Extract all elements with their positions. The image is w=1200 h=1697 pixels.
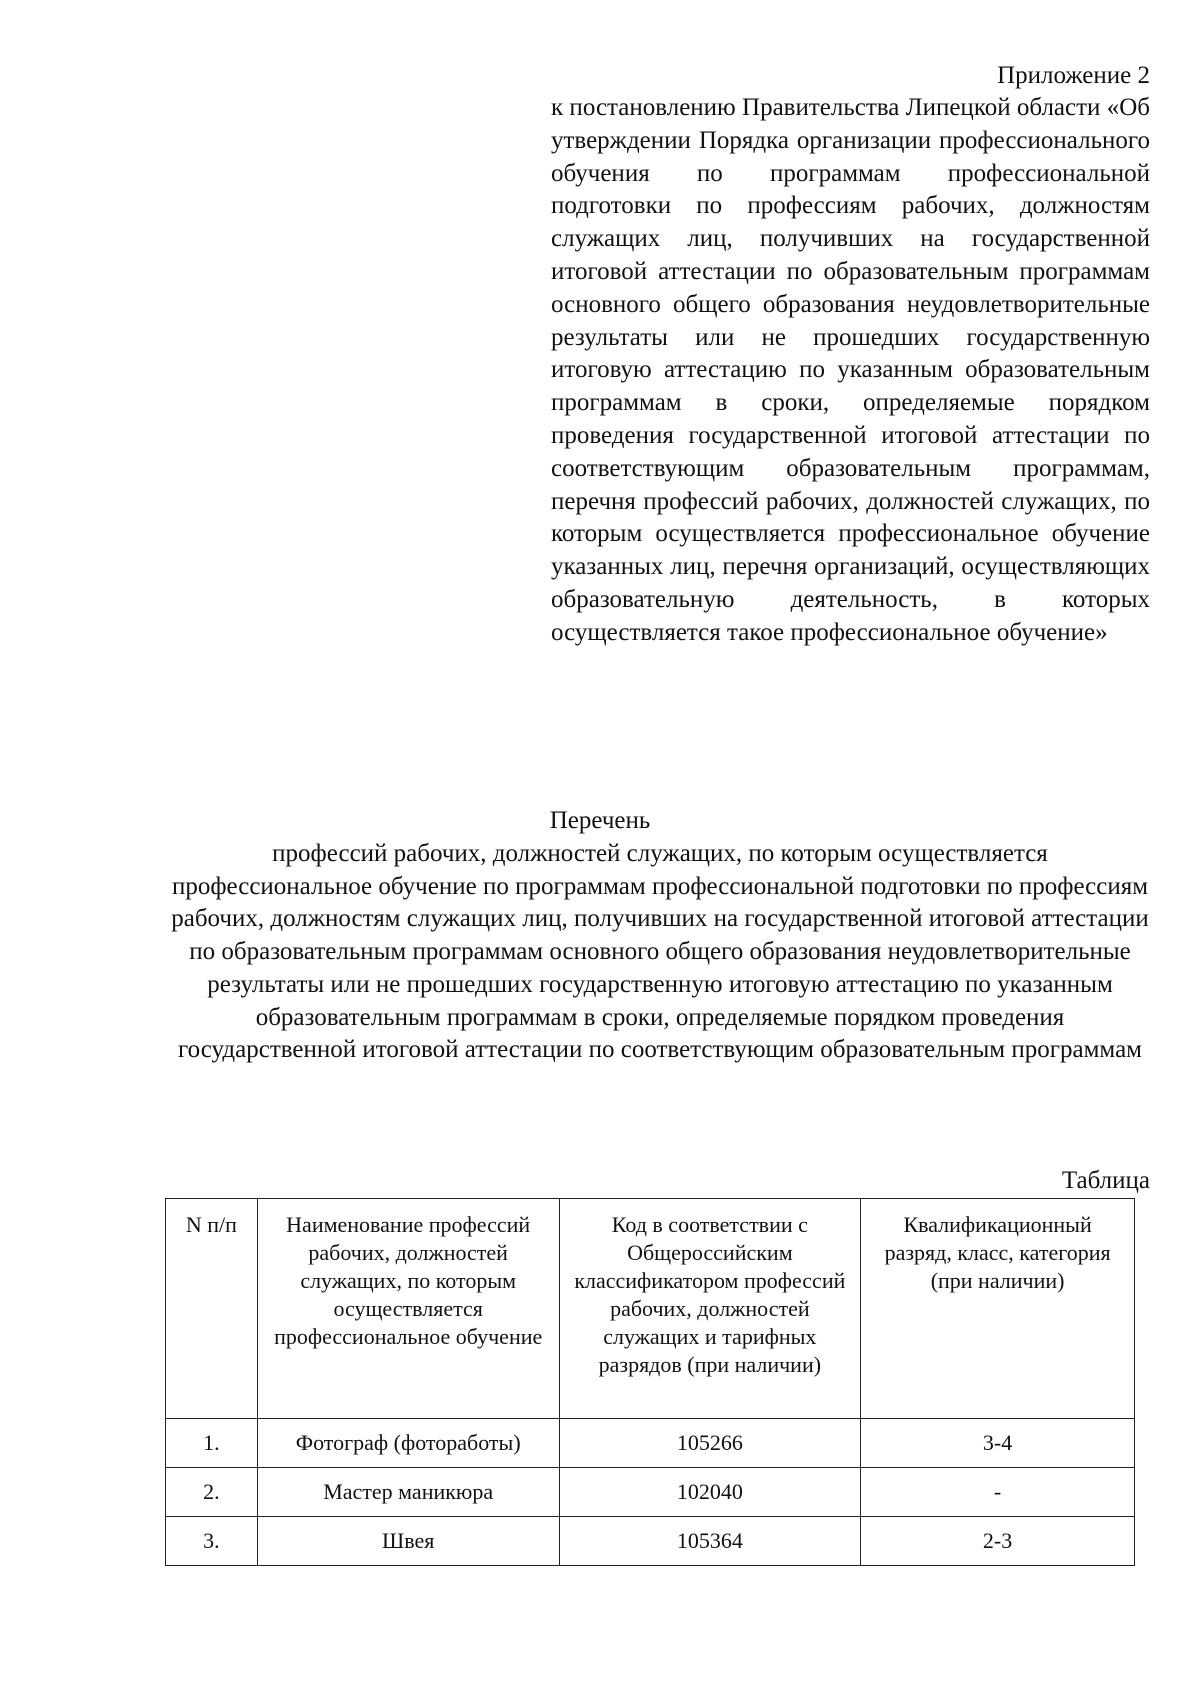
professions-table <box>165 1198 1135 1566</box>
row-number: 2. <box>166 1468 258 1517</box>
header-profession-name: Наименование профессий рабочих, должностей служащих, по которым осуществляется профессиональное обучение <box>257 1199 559 1419</box>
row-profession-name: Швея <box>257 1517 559 1566</box>
appendix-reference-text: к постановлению Правительства Липецкой области «Об утверждении Порядка организации профессионального обучения по программам профессиональной подготовки по профессиям рабочих, должностям служащих лиц, получивших на государственной итоговой аттестации по образовательным программам основного общего образования неудовлетворительные результаты или не прошедших государственную итоговую аттестацию по указанным образовательным программам в сроки, определяемые порядком проведения государственной итоговой аттестации по соответствующим образовательным программам, перечня профессий рабочих, должностей служащих, по которым осуществляется профессиональное обучение указанных лиц, перечня организаций, осуществляющих образовательную деятельность, в которых осуществляется такое профессиональное обучение» <box>551 94 1150 646</box>
row-classifier-code: 102040 <box>559 1468 861 1517</box>
row-qualification-grade: 3-4 <box>861 1419 1135 1468</box>
row-profession-name: Мастер маникюра <box>257 1468 559 1517</box>
header-classifier-code: Код в соответствии с Общероссийским классификатором профессий рабочих, должностей служащих и тарифных разрядов (при наличии) <box>559 1199 861 1419</box>
appendix-title: Приложение 2 <box>997 62 1150 89</box>
table-row <box>166 1468 1135 1517</box>
row-classifier-code: 105364 <box>559 1517 861 1566</box>
row-classifier-code: 105266 <box>559 1419 861 1468</box>
table-row <box>166 1517 1135 1566</box>
header-number: N п/п <box>166 1199 258 1419</box>
header-qualification-grade: Квалификационный разряд, класс, категория (при наличии) <box>861 1199 1135 1419</box>
table-header-row <box>166 1199 1135 1419</box>
row-profession-name: Фотограф (фотоработы) <box>257 1419 559 1468</box>
row-qualification-grade: 2-3 <box>861 1517 1135 1566</box>
list-subtitle: профессий рабочих, должностей служащих, по которым осуществляется профессиональное обучение по программам профессиональной подготовки по профессиям рабочих, должностям служащих лиц, получивших на государственной итоговой аттестации по образовательным программам основного общего образования неудовлетворительные результаты или не прошедших государственную итоговую аттестацию по указанным образовательным программам в сроки, определяемые порядком проведения государственной итоговой аттестации по соответствующим образовательным программам <box>171 840 1149 1064</box>
row-number: 3. <box>166 1517 258 1566</box>
table-row <box>166 1419 1135 1468</box>
row-qualification-grade: - <box>861 1468 1135 1517</box>
table-caption: Таблица <box>1061 1167 1150 1194</box>
list-title: Перечень <box>549 807 651 834</box>
row-number: 1. <box>166 1419 258 1468</box>
